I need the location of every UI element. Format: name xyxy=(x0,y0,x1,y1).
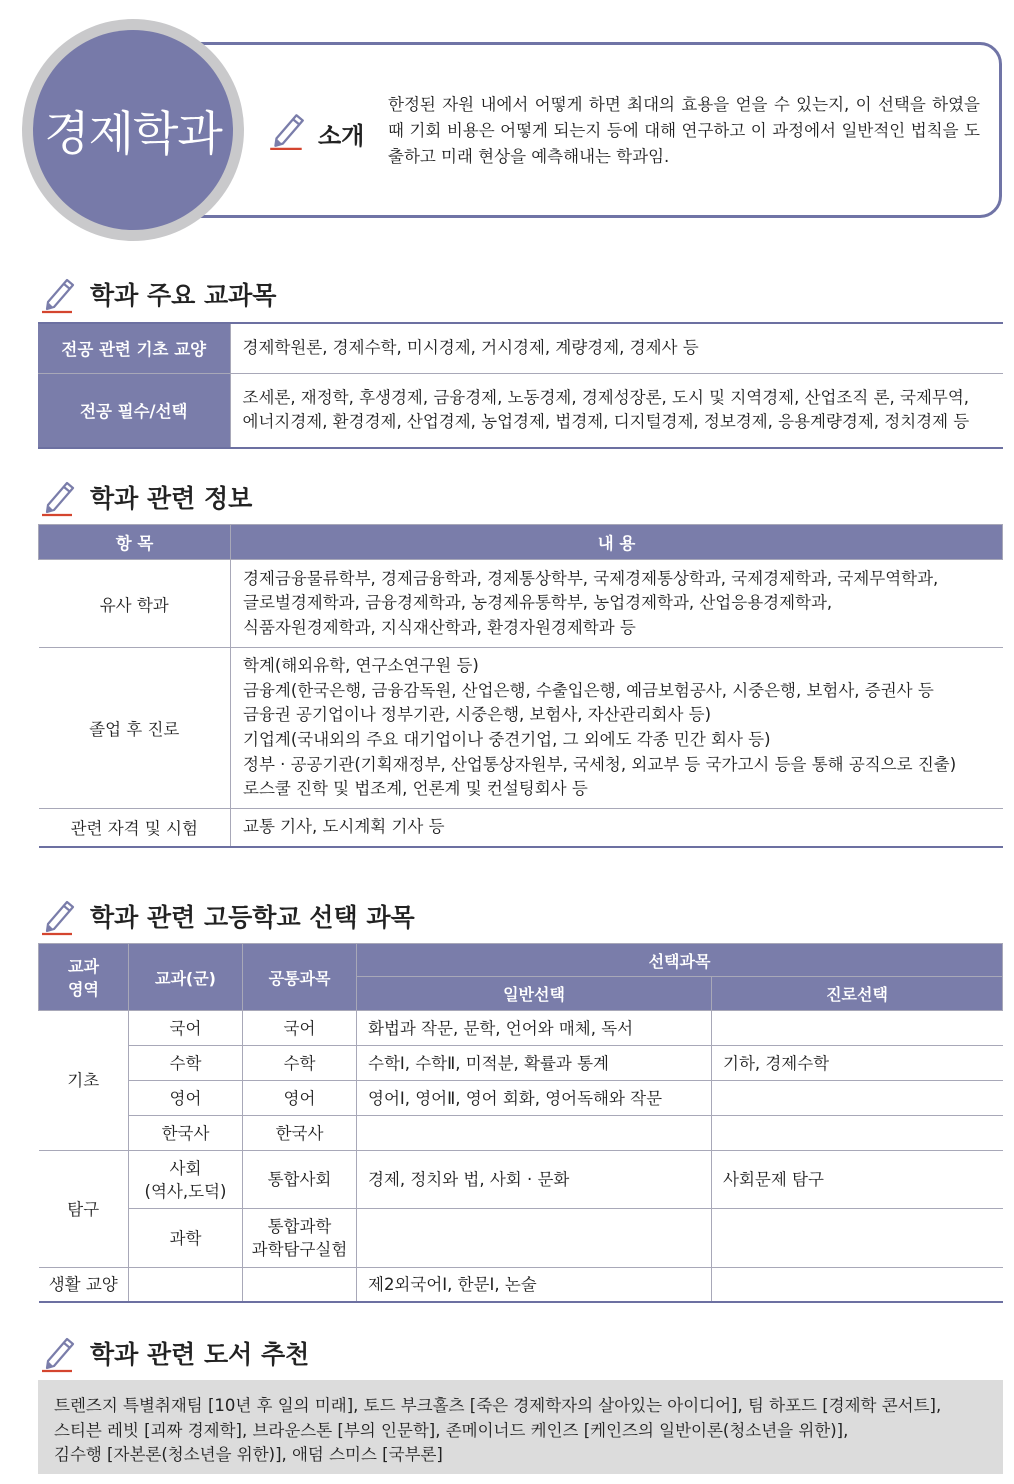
table-row xyxy=(39,1046,1003,1081)
books-box xyxy=(38,1380,1003,1474)
section-info xyxy=(38,477,252,517)
table-row xyxy=(39,1011,1003,1046)
row-value: 교통 기사, 도시계획 기사 등 xyxy=(231,809,1003,847)
section-title: 학과 관련 정보 xyxy=(90,484,253,513)
table-row xyxy=(39,809,1003,847)
group-cell: 국어 xyxy=(129,1011,243,1046)
table-row xyxy=(38,323,1003,373)
column-header-area: 교과 영역 xyxy=(39,944,129,1011)
career-cell xyxy=(712,1081,1003,1116)
row-label: 졸업 후 진로 xyxy=(39,648,231,809)
info-table xyxy=(38,524,1003,848)
general-cell: 영어Ⅰ, 영어Ⅱ, 영어 회화, 영어독해와 작문 xyxy=(357,1081,712,1116)
common-cell: 국어 xyxy=(243,1011,357,1046)
general-cell: 경제, 정치와 법, 사회 · 문화 xyxy=(357,1151,712,1209)
group-cell: 수학 xyxy=(129,1046,243,1081)
intro-text: 한정된 자원 내에서 어떻게 하면 최대의 효용을 얻을 수 있는지, 이 선택을 하였을 때 기회 비용은 어떻게 되는지 등에 대해 연구하고 이 과정에서 일반적인 법칙을 도출하고 미래 현상을 예측해내는 학과임. xyxy=(388,95,980,166)
group-cell: 과학 xyxy=(129,1209,243,1268)
row-value: 경제학원론, 경제수학, 미시경제, 거시경제, 계량경제, 경제사 등 xyxy=(230,323,1003,373)
section-books xyxy=(38,1333,309,1373)
career-cell xyxy=(712,1011,1003,1046)
career-cell: 사회문제 탐구 xyxy=(712,1151,1003,1209)
common-cell: 통합과학 과학탐구실험 xyxy=(243,1209,357,1268)
table-row xyxy=(39,1268,1003,1302)
row-value: 학계(해외유학, 연구소연구원 등) 금융계(한국은행, 금융감독원, 산업은행, 수출입은행, 예금보험공사, 시중은행, 보험사, 증권사 등 금융권 공기업이나 정부기관, 시중은행, 보험사, 자산관리회사 등) 기업계(국내외의 주요 대기업이나 중견기업, 그 외에도 각종 민간 회사 등) 정부 · 공공기관(기획재정부, 산업통상자원부, 국세청, 외교부 등 국가고시 등을 통해 공직으로 진출) 로스쿨 진학 및 법조계, 언론계 및 컨설팅회사 등 xyxy=(231,648,1003,809)
courses-table xyxy=(38,322,1003,449)
table-row xyxy=(39,560,1003,648)
common-cell: 영어 xyxy=(243,1081,357,1116)
common-cell: 통합사회 xyxy=(243,1151,357,1209)
row-value: 조세론, 재정학, 후생경제, 금융경제, 노동경제, 경제성장론, 도시 및 지역경제, 산업조직 론, 국제무역, 에너지경제, 환경경제, 산업경제, 농업경제, 법경제, 디지털경제, 정보경제, 응용계량경제, 정치경제 등 xyxy=(230,373,1003,448)
column-header: 진로선택 xyxy=(712,977,1003,1011)
pencil-icon xyxy=(38,274,78,314)
career-cell: 기하, 경제수학 xyxy=(712,1046,1003,1081)
table-row xyxy=(38,373,1003,448)
department-title: 경제학과 xyxy=(44,106,222,162)
book-line: 트렌즈지 특별취재팀 [10년 후 일의 미래], 토드 부크홀츠 [죽은 경제학자의 살아있는 아이디어], 팀 하포드 [경제학 콘서트], xyxy=(54,1396,942,1415)
area-cell: 생활 교양 xyxy=(39,1268,129,1302)
career-cell xyxy=(712,1268,1003,1302)
area-cell: 탐구 xyxy=(39,1151,129,1268)
column-header: 일반선택 xyxy=(357,977,712,1011)
pencil-icon xyxy=(38,477,78,517)
common-cell: 한국사 xyxy=(243,1116,357,1151)
general-cell: 화법과 작문, 문학, 언어와 매체, 독서 xyxy=(357,1011,712,1046)
section-highschool xyxy=(38,896,415,936)
area-cell: 기초 xyxy=(39,1011,129,1151)
table-row xyxy=(39,648,1003,809)
general-cell xyxy=(357,1209,712,1268)
highschool-table xyxy=(38,943,1003,1303)
section-courses xyxy=(38,274,276,314)
general-cell: 수학Ⅰ, 수학Ⅱ, 미적분, 확률과 통계 xyxy=(357,1046,712,1081)
row-label: 전공 관련 기초 교양 xyxy=(38,323,230,373)
table-row xyxy=(39,1116,1003,1151)
group-cell xyxy=(129,1268,243,1302)
table-row xyxy=(39,1151,1003,1209)
career-cell xyxy=(712,1116,1003,1151)
group-cell: 한국사 xyxy=(129,1116,243,1151)
intro-label: 소개 xyxy=(318,122,365,150)
row-label: 유사 학과 xyxy=(39,560,231,648)
career-cell xyxy=(712,1209,1003,1268)
section-title: 학과 관련 고등학교 선택 과목 xyxy=(90,903,415,932)
department-badge-inner xyxy=(33,30,233,230)
table-row xyxy=(39,1209,1003,1268)
section-title: 학과 관련 도서 추천 xyxy=(90,1340,310,1369)
common-cell xyxy=(243,1268,357,1302)
general-cell xyxy=(357,1116,712,1151)
row-value: 경제금융물류학부, 경제금융학과, 경제통상학부, 국제경제통상학과, 국제경제학과, 국제무역학과, 글로벌경제학과, 금융경제학과, 농경제유통학부, 농업경제학과, 산업응용경제학과, 식품자원경제학과, 지식재산학과, 환경자원경제학과 등 xyxy=(231,560,1003,648)
group-cell: 영어 xyxy=(129,1081,243,1116)
book-line: 스티븐 레빗 [괴짜 경제학], 브라운스톤 [부의 인문학], 존메이너드 케인즈 [케인즈의 일반이론(청소년을 위한)], xyxy=(54,1420,849,1440)
common-cell: 수학 xyxy=(243,1046,357,1081)
pencil-icon xyxy=(38,896,78,936)
pencil-icon xyxy=(38,1333,78,1373)
row-label: 전공 필수/선택 xyxy=(38,373,230,448)
column-header: 공통과목 xyxy=(243,944,357,1011)
column-header: 교과(군) xyxy=(129,944,243,1011)
column-header: 내 용 xyxy=(231,525,1003,560)
section-title: 학과 주요 교과목 xyxy=(90,281,277,310)
row-label: 관련 자격 및 시험 xyxy=(39,809,231,847)
column-header: 항 목 xyxy=(39,525,231,560)
pencil-icon xyxy=(266,108,308,152)
book-line: 김수행 [자본론(청소년을 위한)], 애덤 스미스 [국부론] xyxy=(54,1445,443,1464)
group-cell: 사회 (역사,도덕) xyxy=(129,1151,243,1209)
table-row xyxy=(39,1081,1003,1116)
column-header: 선택과목 xyxy=(357,944,1003,977)
general-cell: 제2외국어Ⅰ, 한문Ⅰ, 논술 xyxy=(357,1268,712,1302)
